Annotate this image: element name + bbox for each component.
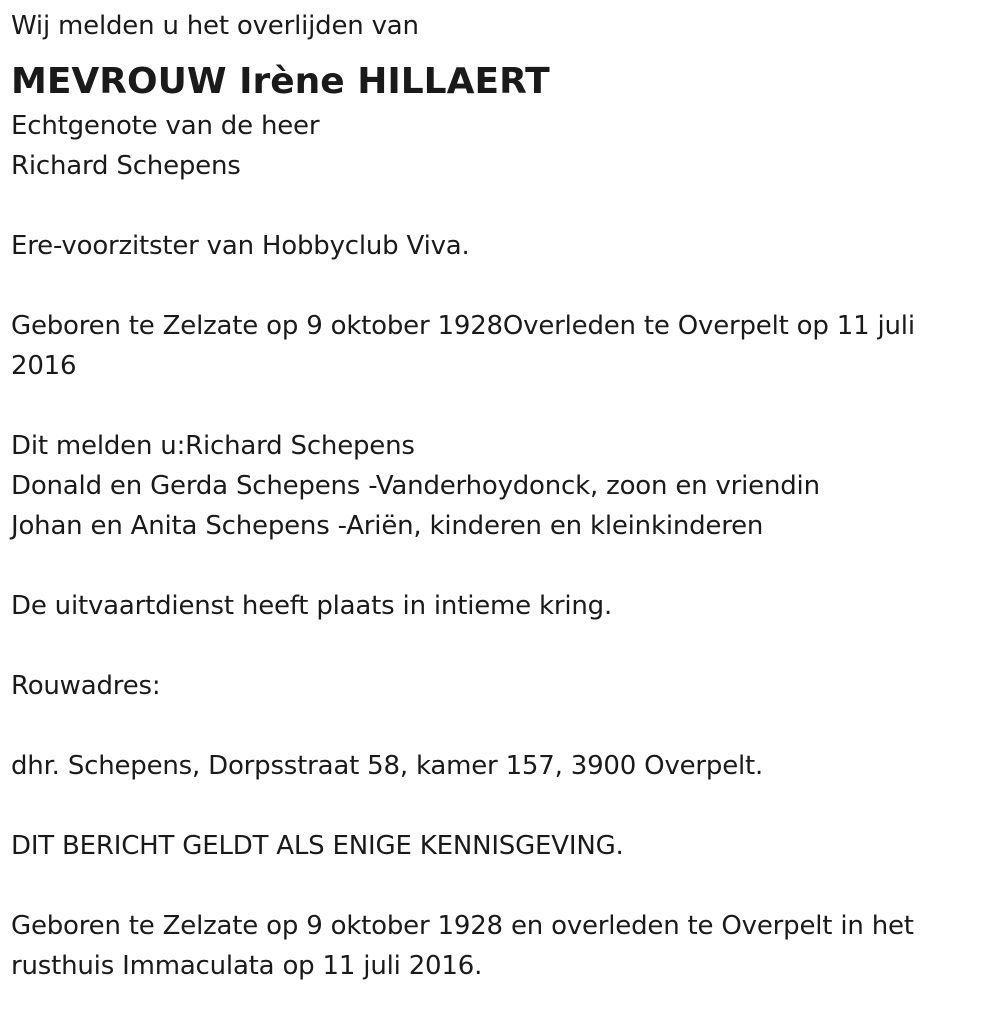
address-label: Rouwadres: — [11, 671, 161, 701]
deceased-name: MEVROUW Irène HILLAERT — [11, 61, 550, 102]
official-notice-text: DIT BERICHT GELDT ALS ENIGE KENNISGEVING. — [11, 831, 624, 861]
spacer — [11, 866, 1000, 906]
spouse-line-2: Richard Schepens — [11, 151, 241, 181]
spacer — [11, 546, 1000, 586]
spacer — [11, 186, 1000, 226]
announcer-line: Dit melden u:Richard Schepens — [11, 431, 415, 461]
announcer-line: Johan en Anita Schepens -Ariën, kinderen en kleinkinderen — [11, 511, 764, 541]
address-text: dhr. Schepens, Dorpsstraat 58, kamer 157, 3900 Overpelt. — [11, 751, 764, 781]
spacer — [11, 706, 1000, 746]
funeral-text: De uitvaartdienst heeft plaats in intieme kring. — [11, 591, 613, 621]
intro-text: Wij melden u het overlijden van — [11, 11, 419, 41]
spouse-line-1: Echtgenote van de heer — [11, 111, 320, 141]
birth-death-text: Geboren te Zelzate op 9 oktober 1928Overleden te Overpelt op 11 juli 2016 — [11, 311, 915, 381]
announcer-line: Donald en Gerda Schepens -Vanderhoydonck, zoon en vriendin — [11, 471, 820, 501]
spacer — [11, 266, 1000, 306]
role-text: Ere-voorzitster van Hobbyclub Viva. — [11, 231, 470, 261]
spacer — [11, 786, 1000, 826]
spacer — [11, 386, 1000, 426]
closing-text: Geboren te Zelzate op 9 oktober 1928 en overleden te Overpelt in het rusthuis Immaculata op 11 juli 2016. — [11, 911, 914, 981]
spacer — [11, 626, 1000, 666]
